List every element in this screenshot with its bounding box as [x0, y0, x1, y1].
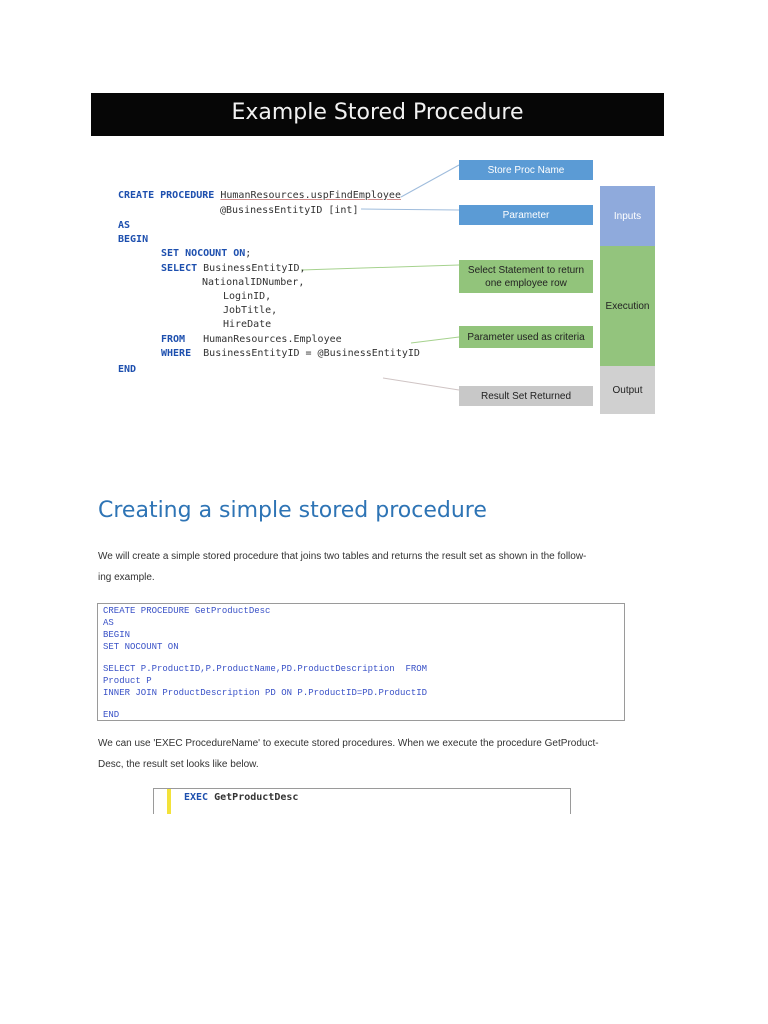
- callout-parameter: Parameter: [459, 205, 593, 225]
- code-line-hiredate: HireDate: [223, 319, 272, 330]
- code-line-loginid: LoginID,: [223, 291, 272, 302]
- exec-snippet: [153, 788, 571, 814]
- section-heading: Creating a simple stored procedure: [98, 498, 487, 523]
- code-line-where: WHERE BusinessEntityID = @BusinessEntityID: [161, 348, 420, 359]
- code-block-line: SET NOCOUNT ON: [103, 642, 179, 652]
- callout-parameter-criteria: Parameter used as criteria: [459, 326, 593, 348]
- code-block-line: CREATE PROCEDURE GetProductDesc: [103, 606, 271, 616]
- code-block-line: SELECT P.ProductID,P.ProductName,PD.ProductDescription FROM: [103, 664, 428, 674]
- editor-change-marker: [167, 789, 171, 814]
- stage-execution: Execution: [600, 246, 655, 366]
- code-line-create: CREATE PROCEDURE HumanResources.uspFindEmployee: [118, 190, 401, 201]
- code-block-line: END: [103, 710, 120, 720]
- diagram-title: Example Stored Procedure: [91, 93, 664, 136]
- callout-store-proc-name: Store Proc Name: [459, 160, 593, 180]
- intro-line-2: ing example.: [98, 572, 155, 583]
- code-block-line: BEGIN: [103, 630, 131, 640]
- code-block: [97, 603, 625, 721]
- code-line-set-nocount: SET NOCOUNT ON;: [161, 248, 252, 259]
- exec-code-line: EXEC GetProductDesc: [184, 792, 299, 803]
- intro-line-1: We will create a simple stored procedure that joins two tables and returns the result set as shown in the follow-: [98, 551, 587, 562]
- code-line-jobtitle: JobTitle,: [223, 305, 278, 316]
- code-block-line: INNER JOIN ProductDescription PD ON P.ProductID=PD.ProductID: [103, 688, 428, 698]
- exec-line-1: We can use 'EXEC ProcedureName' to execute stored procedures. When we execute the procedure GetProduct-: [98, 738, 599, 749]
- code-line-begin: BEGIN: [118, 234, 149, 245]
- intro-paragraph: [98, 546, 638, 588]
- code-line-end: END: [118, 364, 137, 375]
- code-line-from: FROM HumanResources.Employee: [161, 334, 342, 345]
- exec-paragraph: [98, 733, 638, 775]
- exec-line-2: Desc, the result set looks like below.: [98, 759, 259, 770]
- code-line-as: AS: [118, 220, 131, 231]
- callout-select-statement: Select Statement to return one employee row: [459, 260, 593, 293]
- code-line-select: SELECT BusinessEntityID,: [161, 263, 306, 274]
- callout-result-set: Result Set Returned: [459, 386, 593, 406]
- code-block-line: Product P: [103, 676, 152, 686]
- code-line-nationalid: NationalIDNumber,: [202, 277, 305, 288]
- stage-inputs: Inputs: [600, 186, 655, 246]
- code-line-parameter: @BusinessEntityID [int]: [220, 205, 359, 216]
- code-block-line: AS: [103, 618, 114, 628]
- stored-procedure-diagram: [91, 93, 664, 415]
- stage-output: Output: [600, 366, 655, 414]
